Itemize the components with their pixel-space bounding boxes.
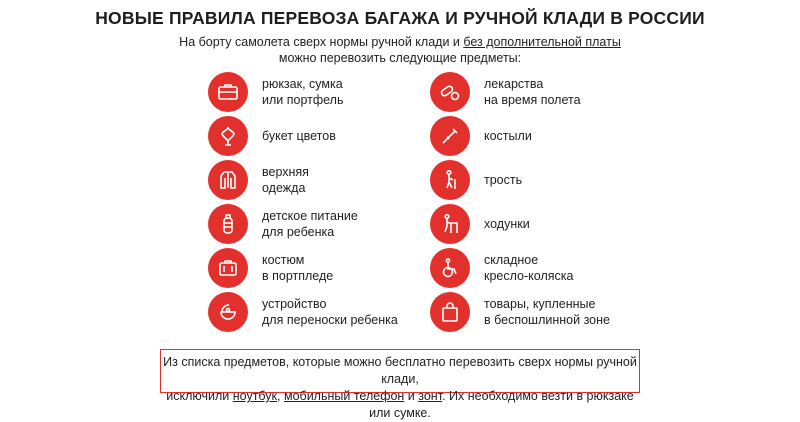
list-item <box>208 158 448 202</box>
garment-bag-icon <box>208 248 248 288</box>
baby-bottle-icon <box>208 204 248 244</box>
list-item <box>430 158 670 202</box>
list-item <box>208 114 448 158</box>
list-item <box>430 202 670 246</box>
notice-box <box>160 349 640 420</box>
pills-icon <box>430 72 470 112</box>
item-label: костыли <box>484 129 532 143</box>
notice-text: исключили <box>166 389 233 403</box>
notice-phone: мобильный телефон <box>283 389 405 403</box>
flower-icon <box>208 116 248 156</box>
walker-icon <box>430 204 470 244</box>
baby-carrier-icon <box>208 292 248 332</box>
notice-sep: и <box>404 389 419 403</box>
coat-icon <box>208 160 248 200</box>
item-label: детское питание для ребенка <box>262 209 358 239</box>
page-title: НОВЫЕ ПРАВИЛА ПЕРЕВОЗА БАГАЖА И РУЧНОЙ КЛАДИ В РОССИИ <box>95 8 705 28</box>
notice-umbrella: зонт <box>418 389 443 403</box>
shopping-bag-icon <box>430 292 470 332</box>
notice-sep: , <box>277 389 284 403</box>
list-item <box>208 246 448 290</box>
item-label: верхняя одежда <box>262 165 309 195</box>
crutch-icon <box>430 116 470 156</box>
right-column <box>430 70 670 334</box>
left-column <box>208 70 448 334</box>
item-label: складное кресло-коляска <box>484 253 574 283</box>
notice-text-end: . Их необходимо везти в рюкзаке или сумке. <box>369 389 634 420</box>
subtitle-underlined: без дополнительной платы <box>463 35 621 49</box>
briefcase-icon <box>208 72 248 112</box>
item-label: ходунки <box>484 217 530 231</box>
item-label: устройство для переноски ребенка <box>262 297 398 327</box>
list-item <box>430 290 670 334</box>
item-label: костюм в портпледе <box>262 253 334 283</box>
list-item <box>430 70 670 114</box>
subtitle-line2: можно перевозить следующие предметы: <box>278 51 522 65</box>
subtitle <box>0 34 800 66</box>
item-label: лекарства на время полета <box>484 77 581 107</box>
notice-laptop: ноутбук <box>232 389 278 403</box>
item-label: букет цветов <box>262 129 336 143</box>
subtitle-text: На борту самолета сверх нормы ручной клади и <box>179 35 464 49</box>
notice-line1: Из списка предметов, которые можно бесплатно перевозить сверх нормы ручной клади, <box>163 355 637 386</box>
list-item <box>430 114 670 158</box>
item-label: рюкзак, сумка или портфель <box>262 77 344 107</box>
wheelchair-icon <box>430 248 470 288</box>
list-item <box>208 290 448 334</box>
list-item <box>430 246 670 290</box>
list-item <box>208 70 448 114</box>
list-item <box>208 202 448 246</box>
item-label: товары, купленные в беспошлинной зоне <box>484 297 610 327</box>
item-label: трость <box>484 173 523 187</box>
cane-icon <box>430 160 470 200</box>
